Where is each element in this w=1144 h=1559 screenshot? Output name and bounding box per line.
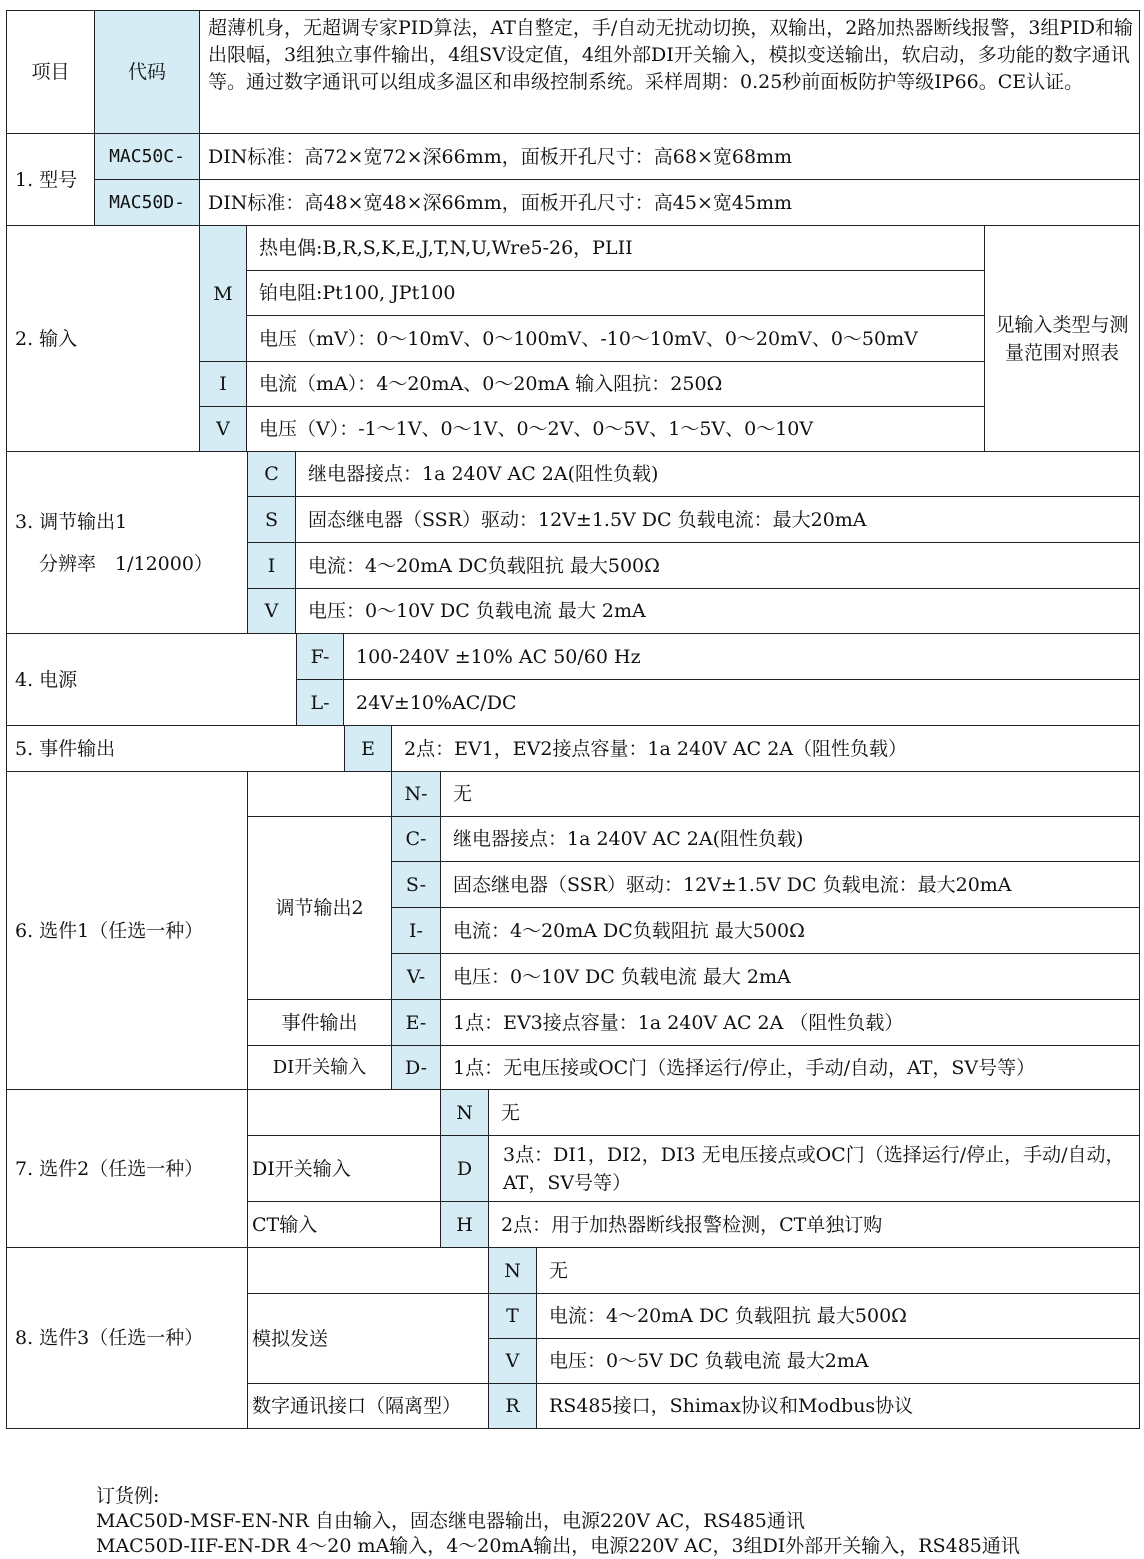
- opt1-di: 1点：无电压接或OC门（选择运行/停止，手动/自动，AT，SV号等）: [440, 1045, 1140, 1090]
- model-text-c: DIN标准：高72×宽72×深66mm，面板开孔尺寸：高68×宽68mm: [199, 133, 1140, 180]
- order-title: 订货例:: [96, 1485, 160, 1507]
- opt2-ct-label: CT输入: [247, 1201, 441, 1248]
- power-dc: 24V±10%AC/DC: [343, 679, 1140, 726]
- opt3-code-v: V: [488, 1338, 537, 1384]
- input-note: 见输入类型与测量范围对照表: [984, 225, 1140, 452]
- output1-code-i: I: [247, 542, 296, 589]
- input-code-v: V: [199, 406, 247, 452]
- output1-code-c: C: [247, 451, 296, 497]
- opt3-analog-label: 模拟发送: [247, 1293, 489, 1384]
- model-text-d: DIN标准：高48×宽48×深66mm，面板开孔尺寸：高45×宽45mm: [199, 179, 1140, 226]
- opt2-none: 无: [488, 1089, 1140, 1136]
- opt1-code-e: E-: [391, 999, 441, 1046]
- order-examples: [96, 1484, 1020, 1559]
- output1-voltage: 电压：0～10V DC 负载电流 最大 2mA: [295, 588, 1140, 634]
- opt1-event: 1点：EV3接点容量：1a 240V AC 2A （阻性负载）: [440, 999, 1140, 1046]
- opt1-event-label: 事件输出: [247, 999, 392, 1046]
- opt3-comm: RS485接口，Shimax协议和Modbus协议: [536, 1383, 1140, 1429]
- opt2-code-d: D: [440, 1135, 489, 1202]
- opt3-comm-label: 数字通讯接口（隔离型）: [247, 1383, 489, 1429]
- header-item: [6, 10, 95, 134]
- output1-relay: 继电器接点：1a 240V AC 2A(阻性负载): [295, 451, 1140, 497]
- opt1-code-v: V-: [391, 953, 441, 1000]
- opt3-voltage: 电压：0～5V DC 负载电流 最大2mA: [536, 1338, 1140, 1384]
- opt1-none: 无: [440, 771, 1140, 817]
- order-example-2: MAC50D-IIF-EN-DR 4～20 mA输入，4～20mA输出，电源220V AC，3组DI外部开关输入，RS485通讯: [96, 1535, 1020, 1557]
- model-code-d: MAC50D-: [94, 179, 200, 226]
- opt2-ct: 2点：用于加热器断线报警检测，CT单独订购: [488, 1201, 1140, 1248]
- power-ac: 100-240V ±10% AC 50/60 Hz: [343, 633, 1140, 680]
- opt1-voltage: 电压：0～10V DC 负载电流 最大 2mA: [440, 953, 1140, 1000]
- input-label: 2. 输入: [6, 225, 200, 452]
- event-label: 5. 事件输出: [6, 725, 345, 772]
- header-code: [94, 10, 200, 134]
- output1-code-s: S: [247, 496, 296, 543]
- opt3-code-t: T: [488, 1293, 537, 1339]
- opt2-code-h: H: [440, 1201, 489, 1248]
- opt3-code-n: N: [488, 1247, 537, 1294]
- opt1-code-c: C-: [391, 816, 441, 862]
- opt1-output2-label: 调节输出2: [247, 816, 392, 1000]
- input-current: 电流（mA）：4～20mA、0～20mA 输入阻抗：250Ω: [246, 361, 985, 407]
- opt3-current: 电流：4～20mA DC 负载阻抗 最大500Ω: [536, 1293, 1140, 1339]
- output1-resolution: 分辨率 1/12000）: [39, 552, 213, 575]
- power-code-l: L-: [296, 679, 344, 726]
- opt1-relay: 继电器接点：1a 240V AC 2A(阻性负载): [440, 816, 1140, 862]
- opt1-di-label: DI开关输入: [247, 1045, 392, 1090]
- input-code-m: M: [199, 225, 247, 362]
- opt1-ssr: 固态继电器（SSR）驱动：12V±1.5V DC 负载电流：最大20mA: [440, 861, 1140, 908]
- model-code-c: MAC50C-: [94, 133, 200, 180]
- power-label: 4. 电源: [6, 633, 297, 726]
- power-code-f: F-: [296, 633, 344, 680]
- opt3-label: 8. 选件3（任选一种）: [6, 1247, 248, 1429]
- input-voltage-mv: 电压（mV）：0～10mV、0～100mV、-10～10mV、0～20mV、0～50mV: [246, 315, 985, 362]
- input-thermocouple: 热电偶:B,R,S,K,E,J,T,N,U,Wre5-26，PLII: [246, 225, 985, 271]
- output1-label: 3. 调节输出1: [15, 510, 128, 533]
- event-code: E: [344, 725, 392, 772]
- header-code-label: 代码: [127, 61, 166, 83]
- opt1-code-s: S-: [391, 861, 441, 908]
- opt3-blank: [247, 1247, 489, 1294]
- opt2-code-n: N: [440, 1089, 489, 1136]
- event-text: 2点：EV1，EV2接点容量：1a 240V AC 2A（阻性负载）: [391, 725, 1140, 772]
- input-code-i: I: [199, 361, 247, 407]
- opt1-code-d: D-: [391, 1045, 441, 1090]
- opt3-none: 无: [536, 1247, 1140, 1294]
- output1-label-cell: [6, 451, 248, 634]
- opt1-code-n: N-: [391, 771, 441, 817]
- opt2-blank: [247, 1089, 441, 1136]
- input-voltage-v: 电压（V）：-1～1V、0～1V、0～2V、0～5V、1～5V、0～10V: [246, 406, 985, 452]
- opt1-blank: [247, 771, 392, 817]
- opt1-current: 电流：4～20mA DC负载阻抗 最大500Ω: [440, 907, 1140, 954]
- opt2-di: 3点：DI1，DI2，DI3 无电压接点或OC门（选择运行/停止，手动/自动，AT，SV号等）: [488, 1135, 1140, 1202]
- output1-current: 电流：4～20mA DC负载阻抗 最大500Ω: [295, 542, 1140, 589]
- opt1-label: 6. 选件1（任选一种）: [6, 771, 248, 1090]
- input-rtd: 铂电阻:Pt100, JPt100: [246, 270, 985, 316]
- opt1-code-i: I-: [391, 907, 441, 954]
- output1-ssr: 固态继电器（SSR）驱动：12V±1.5V DC 负载电流：最大20mA: [295, 496, 1140, 543]
- header-item-label: 项目: [31, 61, 70, 83]
- opt2-di-label: DI开关输入: [247, 1135, 441, 1202]
- output1-code-v: V: [247, 588, 296, 634]
- header-description: 超薄机身，无超调专家PID算法，AT自整定，手/自动无扰动切换，双输出，2路加热器断线报警，3组PID和输出限幅，3组独立事件输出，4组SV设定值，4组外部DI开关输入，模拟变送输出，软启动，多功能的数字通讯等。通过数字通讯可以组成多温区和串级控制系统。采样周期：0.25秒前面板防护等级IP66。CE认证。: [199, 10, 1140, 134]
- order-example-1: MAC50D-MSF-EN-NR 自由输入，固态继电器输出，电源220V AC，RS485通讯: [96, 1510, 805, 1532]
- model-label: 1. 型号: [6, 133, 95, 226]
- opt2-label: 7. 选件2（任选一种）: [6, 1089, 248, 1248]
- opt3-code-r: R: [488, 1383, 537, 1429]
